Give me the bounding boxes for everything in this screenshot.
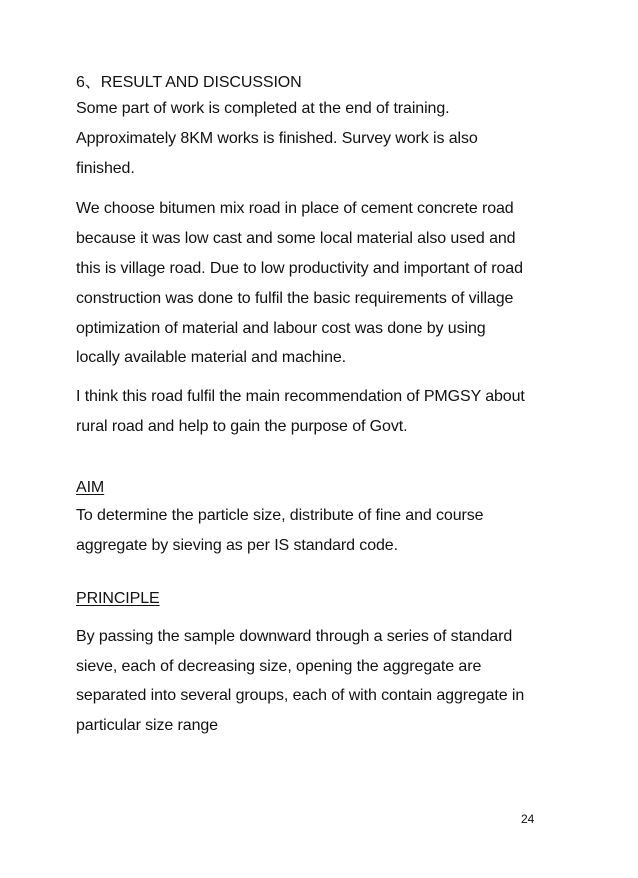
page-number: 24 (521, 812, 535, 826)
principle-line-4: particular size range (76, 717, 218, 734)
result-p2-line-1: We choose bitumen mix road in place of cement concrete road (76, 200, 514, 217)
section-heading: 6、RESULT AND DISCUSSION (76, 74, 302, 91)
result-p1-line-3: finished. (76, 160, 135, 177)
result-p3-line-2: rural road and help to gain the purpose of Govt. (76, 418, 408, 435)
aim-line-1: To determine the particle size, distribute of fine and course (76, 507, 484, 524)
principle-line-3: separated into several groups, each of with contain aggregate in (76, 687, 525, 704)
result-p2-line-4: construction was done to fulfil the basic requirements of village (76, 290, 514, 307)
result-p2-line-6: locally available material and machine. (76, 349, 347, 366)
principle-heading: PRINCIPLE (76, 590, 160, 607)
result-p2-line-5: optimization of material and labour cost was done by using (76, 320, 486, 337)
result-p1-line-1: Some part of work is completed at the end of training. (76, 100, 450, 117)
result-p3-line-1: I think this road fulfil the main recommendation of PMGSY about (76, 388, 525, 405)
aim-line-2: aggregate by sieving as per IS standard code. (76, 537, 398, 554)
principle-line-2: sieve, each of decreasing size, opening the aggregate are (76, 658, 482, 675)
result-p2-line-2: because it was low cast and some local material also used and (76, 230, 516, 247)
aim-heading: AIM (76, 479, 105, 496)
principle-line-1: By passing the sample downward through a series of standard (76, 628, 513, 645)
result-p1-line-2: Approximately 8KM works is finished. Survey work is also (76, 130, 478, 147)
result-p2-line-3: this is village road. Due to low productivity and important of road (76, 260, 523, 277)
